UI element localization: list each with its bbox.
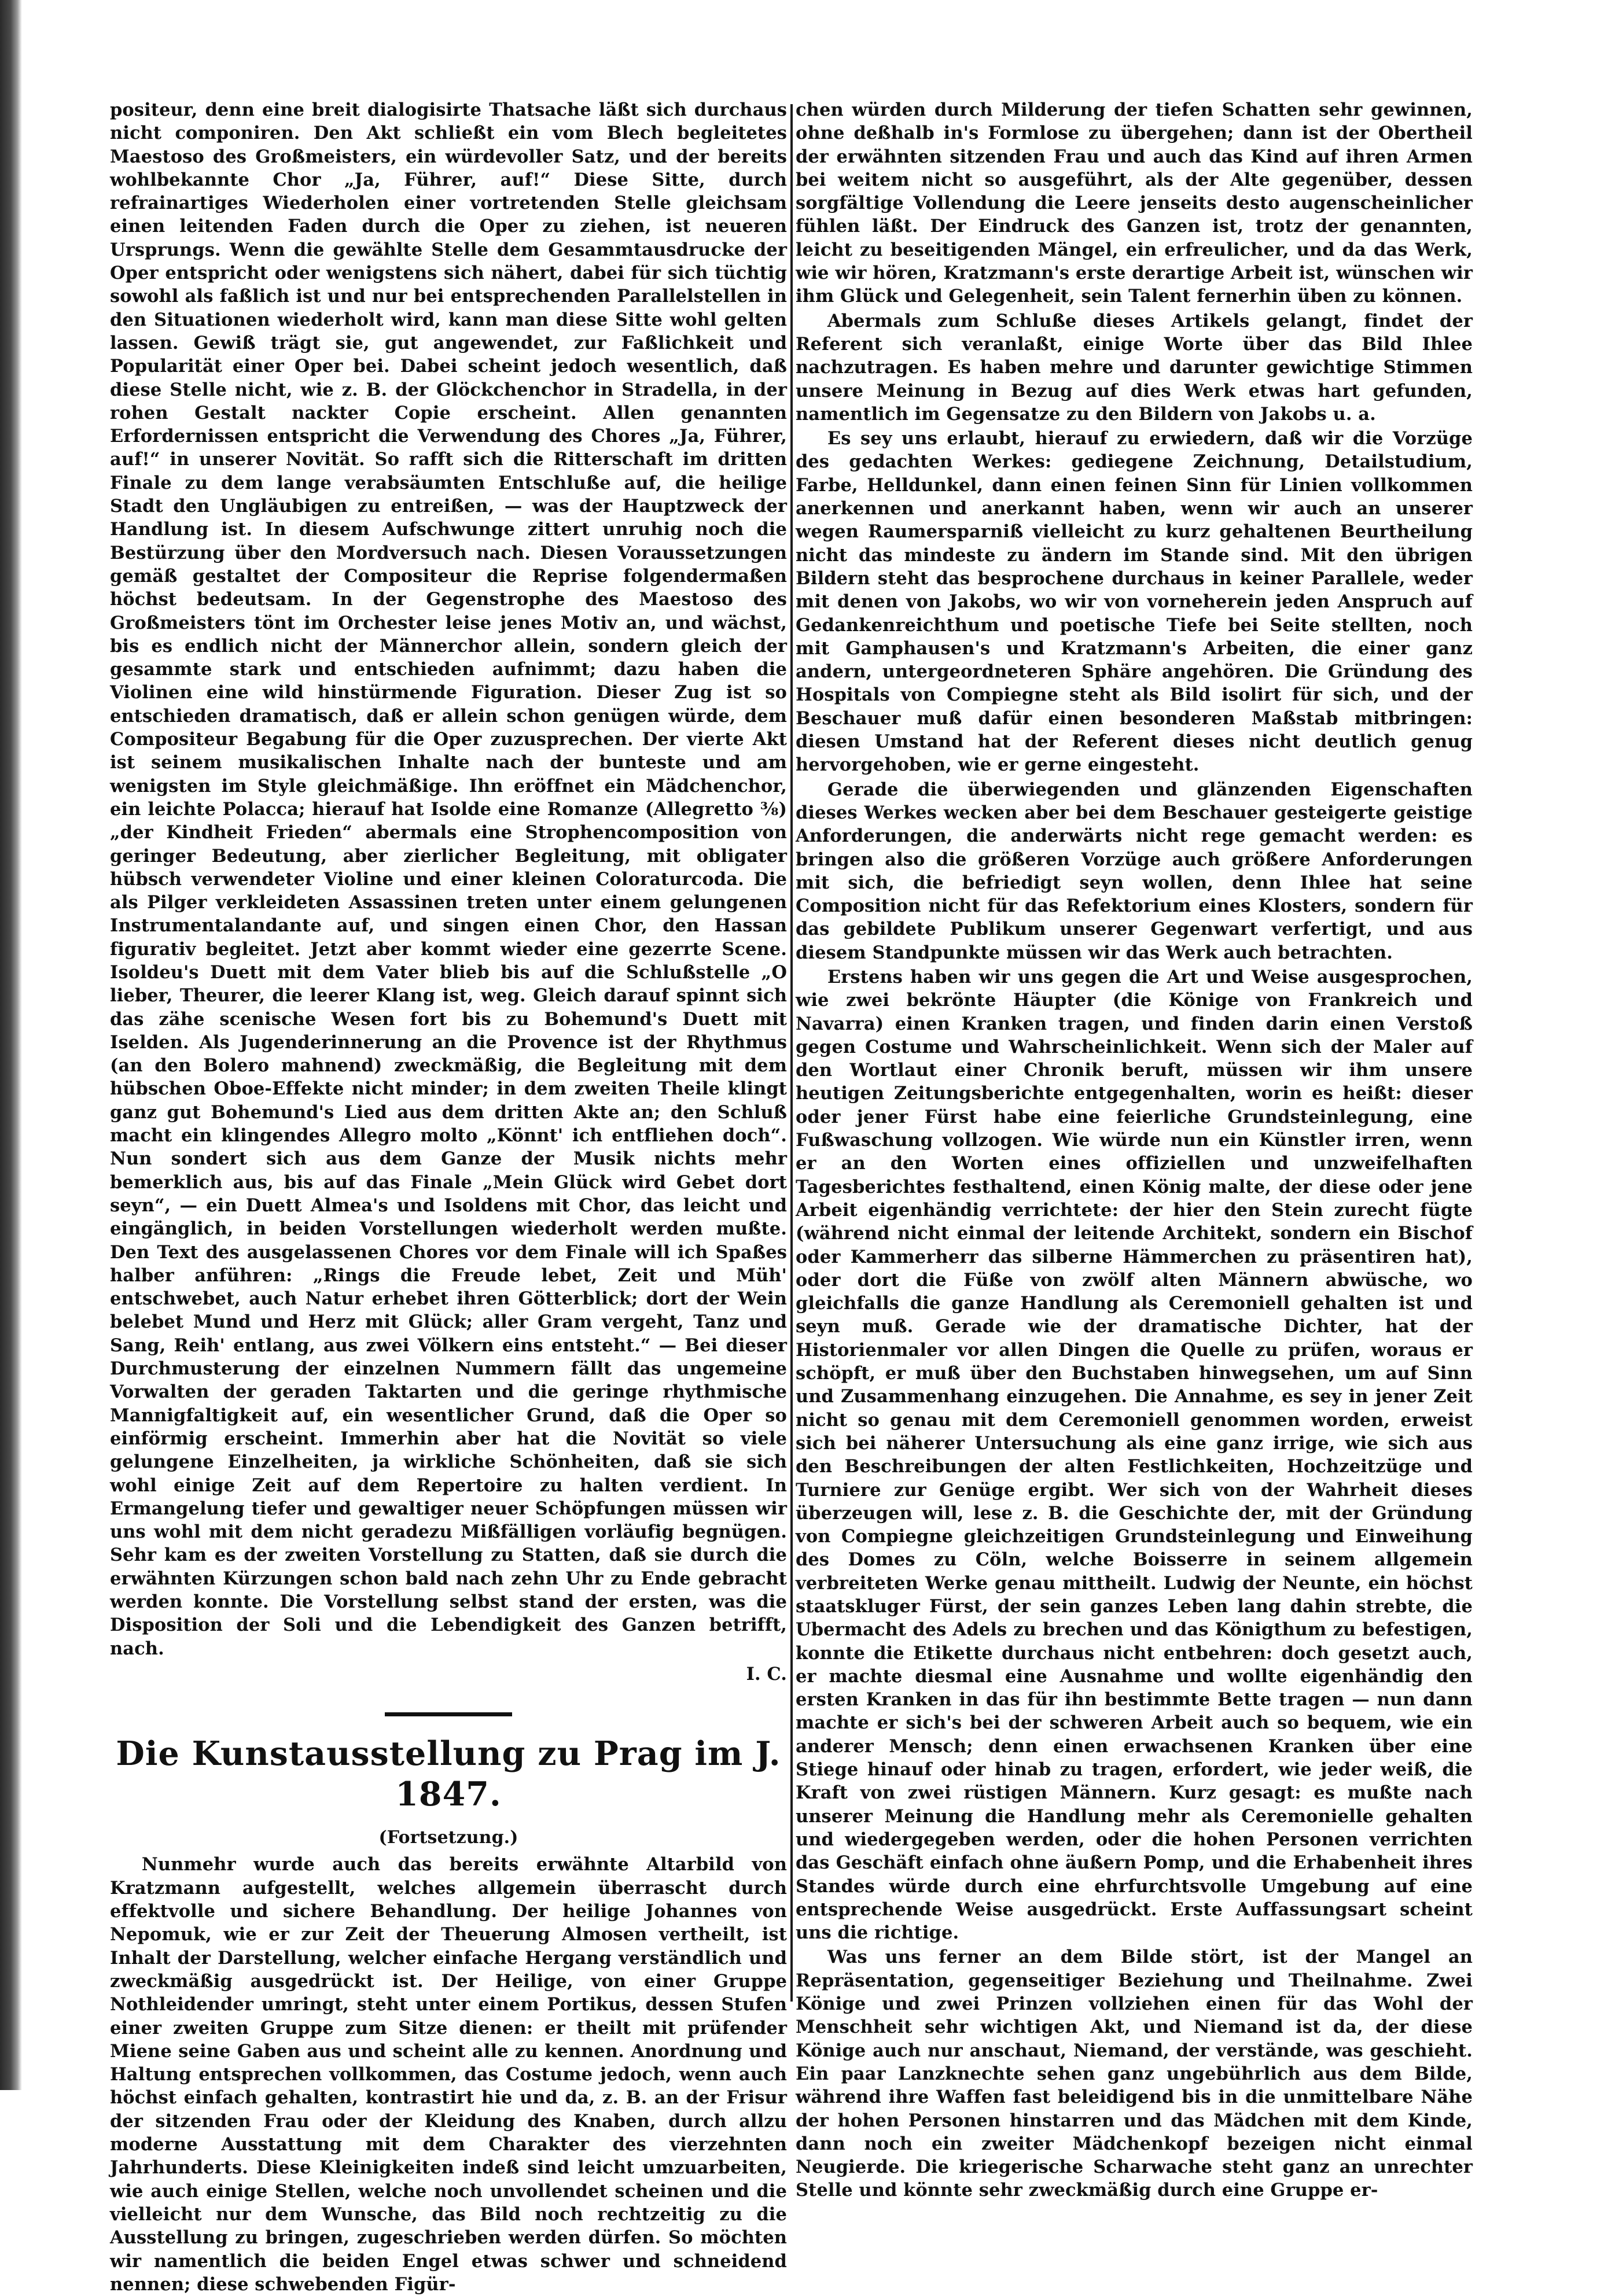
right-column — [796, 98, 1473, 2202]
left-column — [110, 98, 787, 2296]
article-paragraph: Erstens haben wir uns gegen die Art und Weise ausgesprochen, wie zwei bekrönte Häupter (die Könige von Frankreich und Navarra) einen Kranken tragen, und finden darin einen Verstoß gegen Costume und Wahrscheinlichkeit. Wenn sich der Maler auf den Wortlaut einer Chronik beruft, müssen wir ihm unsere heutigen Zeitungsberichte entgegenhalten, worin es heißt: dieser oder jener Fürst habe eine feierliche Grundsteinlegung, eine Fußwaschung vollzogen. Wie würde nun ein Künstler irren, wenn er an den Worten eines offiziellen und unzweifelhaften Tagesberichtes festhaltend, einen König malte, der diese oder jene Arbeit eigenhändig verrichtete: der hier den Stein zurecht fügte (während nicht einmal der leitende Architekt, sondern ein Bischof oder Kammerherr das silberne Hämmerchen zu präsentiren hat), oder dort die Füße von zwölf alten Männern abwüsche, wo gleichfalls die ganze Handlung als Ceremoniell gehalten ist und seyn muß. Gerade wie der dramatische Dichter, hat der Historienmaler vor allen Dingen die Quelle zu prüfen, woraus er schöpft, er muß über den Buchstaben hinwegsehen, um auf Sinn und Zusammenhang einzugehen. Die Annahme, es sey in jener Zeit nicht so genau mit dem Ceremoniell genommen worden, erweist sich bei näherer Untersuchung als eine ganz irrige, wie sich aus den Beschreibungen der alten Festlichkeiten, Hochzeitzüge und Turniere zur Genüge ergibt. Wer sich von der Wahrheit dieses überzeugen will, lese z. B. die Geschichte der, mit der Gründung von Compiegne gleichzeitigen Grundsteinlegung und Einweihung des Domes zu Cöln, welche Boisserre in seinem allgemein verbreiteten Werke genau mittheilt. Ludwig der Neunte, ein höchst staatskluger Fürst, der sein ganzes Leben lang dahin strebte, die Ubermacht des Adels zu brechen und das Königthum zu befestigen, konnte die Etikette durchaus nicht entbehren: doch gesetzt auch, er machte diesmal eine Ausnahme und wollte eigenhändig den ersten Kranken in das für ihn bestimmte Bette tragen — nun dann machte er sich's bei der schweren Arbeit auch so bequem, wie ein anderer Mensch; denn einen erwachsenen Kranken über eine Stiege hinauf oder hinab zu tragen, erfordert, wie jeder weiß, die Kraft von zwei rüstigen Männern. Kurz gesagt: es mußte nach unserer Meinung die Handlung mehr als Ceremonielle gehalten und wiedergegeben werden, oder die hohen Personen verrichten das Geschäft einfach ohne äußern Pomp, und die Erhabenheit ihres Standes würde durch eine ehrfurchtsvolle Umgebung auf eine entsprechende Weise ausgedrückt. Erste Auffassungsart scheint uns die richtige. — [796, 966, 1473, 1944]
article-paragraph: Nunmehr wurde auch das bereits erwähnte Altarbild von Kratzmann aufgestellt, welches allgemein überrascht durch effektvolle und sichere Behandlung. Der heilige Johannes von Nepomuk, wie er zur Zeit der Theuerung Almosen vertheilt, ist Inhalt der Darstellung, welcher einfache Hergang verständlich und zweckmäßig ausgedrückt ist. Der Heilige, von einer Gruppe Nothleidender umringt, steht unter einem Portikus, dessen Stufen einer zweiten Gruppe zum Sitze dienen: er theilt mit prüfender Miene seine Gaben aus und scheint alle zu kennen. Anordnung und Haltung entsprechen vollkommen, das Costume jedoch, wenn auch höchst einfach gehalten, kontrastirt hie und da, z. B. an der Frisur der sitzenden Frau oder der Kleidung des Knaben, durch allzu moderne Ausstattung mit dem Charakter des vierzehnten Jahrhunderts. Diese Kleinigkeiten indeß sind leicht umzuarbeiten, wie auch einige Stellen, welche noch unvollendet scheinen und die vielleicht nur dem Wunsche, das Bild noch rechtzeitig zu die Ausstellung zu bringen, zugeschrieben werden dürfen. So möchten wir namentlich die beiden Engel etwas schwer und schneidend nennen; diese schwebenden Figür- — [110, 1854, 787, 2295]
article-paragraph: Gerade die überwiegenden und glänzenden Eigenschaften dieses Werkes wecken aber bei dem Beschauer gesteigerte geistige Anforderungen, die anderwärts nicht rege gemacht werden: es bringen also die größeren Vorzüge auch größere Anforderungen mit sich, die befriedigt seyn wollen, denn Ihlee hat seine Composition nicht für das Refektorium eines Klosters, sondern für das gebildete Publikum unserer Gegenwart verfertigt, und aus diesem Standpunkte müssen wir das Werk auch betrachten. — [796, 779, 1473, 963]
article-title: Die Kunstausstellung zu Prag im J. 1847. — [116, 1734, 781, 1814]
article-paragraph: Es sey uns erlaubt, hierauf zu erwiedern, daß wir die Vorzüge des gedachten Werkes: gediegene Zeichnung, Detailstudium, Farbe, Helldunkel, dann einen feinen Sinn für Linien vollkommen anerkennen und anerkannt haben, wenn wir auch an unserer wegen Raumersparniß vielleicht zu kurz gehaltenen Beurtheilung nicht das mindeste zu ändern im Stande sind. Mit den übrigen Bildern steht das besprochene durchaus in keiner Parallele, weder mit denen von Jakobs, wo wir von vorneherein jeden Anspruch auf Gedankenreichthum und poetische Tiefe bei Seite stellten, noch mit Gamphausen's und Kratzmann's Arbeiten, die einer ganz andern, untergeordneteren Sphäre angehören. Die Gründung des Hospitals von Compiegne steht als Bild isolirt für sich, und der Beschauer muß dafür einen besonderen Maßstab mitbringen: diesen Umstand hat der Referent dieses nicht deutlich genug hervorgehoben, wie er gerne eingesteht. — [796, 428, 1473, 776]
review-continuation-paragraph: positeur, denn eine breit dialogisirte Thatsache läßt sich durchaus nicht componiren. Den Akt schließt ein vom Blech begleitetes Maestoso des Großmeisters, ein würdevoller Satz, und der bereits wohlbekannte Chor „Ja, Führer, auf!“ Diese Sitte, durch refrainartiges Wiederholen einer vortretenden Stelle gleichsam einen leitenden Faden durch die Oper zu ziehen, ist neueren Ursprungs. Wenn die gewählte Stelle dem Gesammtausdrucke der Oper entspricht oder wenigstens sich nähert, dabei für sich tüchtig sowohl als faßlich ist und nur bei entsprechenden Parallelstellen in den Situationen wiederholt wird, kann man diese Sitte wohl gelten lassen. Gewiß trägt sie, gut angewendet, zur Faßlichkeit und Popularität einer Oper bei. Dabei scheint jedoch wesentlich, daß diese Stelle nicht, wie z. B. der Glöckchenchor in Stradella, in der rohen Gestalt nackter Copie erscheint. Allen genannten Erfordernissen entspricht die Verwendung des Chores „Ja, Führer, auf!“ in unserer Novität. So rafft sich die Ritterschaft im dritten Finale zu dem lange verabsäumten Entschluße auf, die heilige Stadt den Ungläubigen zu entreißen, — was der Hauptzweck der Handlung ist. In diesem Aufschwunge zittert unruhig noch die Bestürzung über den Mordversuch nach. Diesen Voraussetzungen gemäß gestaltet der Compositeur die Reprise folgendermaßen höchst bedeutsam. In der Gegenstrophe des Maestoso des Großmeisters tönt im Orchester leise jenes Motiv an, und wächst, bis es endlich nicht der Männerchor allein, sondern gleich der gesammte stark und entschieden aufnimmt; dazu haben die Violinen eine wild hinstürmende Figuration. Dieser Zug ist so entschieden dramatisch, daß er allein schon genügen würde, dem Compositeur Begabung für die Oper zuzusprechen. Der vierte Akt ist seinem musikalischen Inhalte nach der bunteste und am wenigsten im Style gleichmäßige. Ihn eröffnet ein Mädchenchor, ein leichte Polacca; hierauf hat Isolde eine Romanze (Allegretto ⅜) „der Kindheit Frieden“ abermals eine Strophencomposition von geringer Bedeutung, aber zierlicher Begleitung, mit obligater hübsch verwendeter Violine und einer kleinen Coloraturcoda. Die als Pilger verkleideten Assassinen treten unter einem gelungenen Instrumentalandante auf, und singen einen Chor, den Hassan figurativ begleitet. Jetzt aber kommt wieder eine gezerrte Scene. Isoldeu's Duett mit dem Vater blieb bis auf die Schlußstelle „O lieber, Theurer, die leerer Klang ist, weg. Gleich darauf spinnt sich das zähe scenische Wesen fort bis zu Bohemund's Duett mit Iselden. Als Jugenderinnerung an die Provence ist der Rhythmus (an den Bolero mahnend) zweckmäßig, die Begleitung mit dem hübschen Oboe-Effekte nicht minder; in dem zweiten Theile klingt ganz gut Bohemund's Lied aus dem dritten Akte an; den Schluß macht ein klingendes Allegro molto „Könnt' ich entfliehen doch“. Nun sondert sich aus dem Ganze der Musik nichts mehr bemerklich aus, bis auf das Finale „Mein Glück wird Gebet dort seyn“, — ein Duett Almea's und Isoldens mit Chor, das leicht und eingänglich, in beiden Vorstellungen wiederholt werden mußte. Den Text des ausgelassenen Chores vor dem Finale will ich Spaßes halber anführen: „Rings die Freude lebet, Zeit und Müh' entschwebet, auch Natur erhebet ihren Götterblick; dort der Wein belebet Mund und Herz mit Glück; aller Gram vergeht, Tanz und Sang, Reih' entlang, aus zwei Völkern eins entsteht.“ — Bei dieser Durchmusterung der einzelnen Nummern fällt das ungemeine Vorwalten der geraden Taktarten und die geringe rhythmische Mannigfaltigkeit auf, ein wesentlicher Grund, daß die Oper so einförmig erscheint. Immerhin aber hat die Novität so viele gelungene Einzelheiten, ja wirkliche Schönheiten, daß sie sich wohl einige Zeit auf dem Repertoire zu halten verdient. In Ermangelung tiefer und gewaltiger neuer Schöpfungen müssen wir uns wohl mit dem nicht geradezu Mißfälligen vorläufig begnügen. Sehr kam es der zweiten Vorstellung zu Statten, daß sie durch die erwähnten Kürzungen schon bald nach zehn Uhr zu Ende gebracht werden konnte. Die Vorstellung selbst stand der ersten, was die Disposition der Soli und die Lebendigkeit des Ganzen betrifft, nach. — [110, 99, 787, 1659]
article-paragraph: chen würden durch Milderung der tiefen Schatten sehr gewinnen, ohne deßhalb in's Formlose zu übergehen; dann ist der Obertheil der erwähnten sitzenden Frau und auch das Kind auf ihren Armen bei weitem nicht so ausgeführt, als der Alte gegenüber, dessen sorgfältige Vollendung die Leere jenseits desto augenscheinlicher fühlen läßt. Der Eindruck des Ganzen ist, trotz der genannten, leicht zu beseitigenden Mängel, ein erfreulicher, und da das Werk, wie wir hören, Kratzmann's erste derartige Arbeit ist, wünschen wir ihm Glück und Gelegenheit, sein Talent fernerhin üben zu können. — [796, 99, 1473, 307]
column-divider — [790, 104, 793, 2002]
article-subtitle: (Fortsetzung.) — [378, 1827, 518, 1848]
article-paragraph: Abermals zum Schluße dieses Artikels gelangt, findet der Referent sich veranlaßt, einige Worte über das Bild Ihlee nachzutragen. Es haben mehre und darunter gewichtige Stimmen unsere Meinung in Bezug auf dies Werk etwas hart gefunden, namentlich im Gegensatze zu den Bildern von Jakobs u. a. — [796, 310, 1473, 425]
page-binding-edge — [0, 0, 22, 2090]
section-separator — [385, 1712, 512, 1716]
review-signature: I. C. — [746, 1663, 787, 1685]
article-paragraph: Was uns ferner an dem Bilde stört, ist der Mangel an Repräsentation, gegenseitiger Beziehung und Theilnahme. Zwei Könige und zwei Prinzen vollziehen einen für das Wohl der Menschheit sehr wichtigen Akt, und Niemand ist da, der diese Könige auch nur anschaut, Niemand, der verstände, was geschieht. Ein paar Lanzknechte sehen ganz ungebührlich aus dem Bilde, während ihre Waffen fast beleidigend bis in die unmittelbare Nähe der hohen Personen hinstarren und das Mädchen mit dem Kinde, dann noch ein zweiter Mädchenkopf bezeigen nicht einmal Neugierde. Die kriegerische Scharwache steht ganz an unrechter Stelle und könnte sehr zweckmäßig durch eine Gruppe er- — [796, 1947, 1473, 2201]
